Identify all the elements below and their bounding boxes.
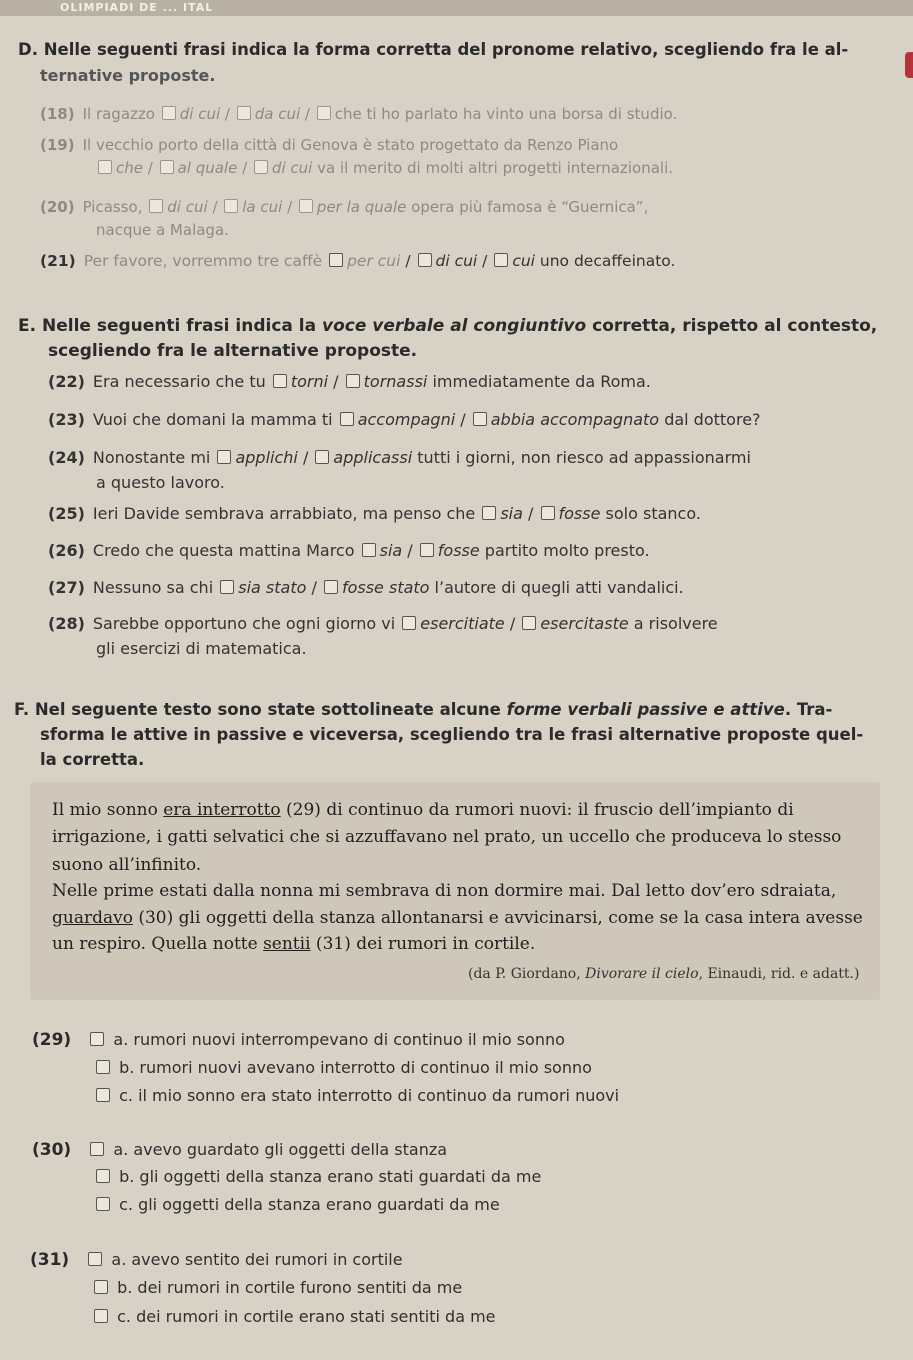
- checkbox-18-1[interactable]: [162, 106, 176, 120]
- question-number: (20): [40, 198, 75, 216]
- question-19-options: che / al quale / di cui va il merito di molti altri progetti internazionali.: [96, 159, 673, 177]
- option-29-b: b. rumori nuovi avevano interrotto di continuo il mio sonno: [94, 1058, 592, 1077]
- question-24-cont: a questo lavoro.: [96, 473, 225, 492]
- checkbox-21-1[interactable]: [329, 253, 343, 267]
- passage-line-1: Il mio sonno era interrotto (29) di continuo da rumori nuovi: il fruscio dell’impianto di: [52, 800, 794, 820]
- checkbox-31-c[interactable]: [94, 1309, 108, 1323]
- question-27: (27) Nessuno sa chi sia stato / fosse stato l’autore di quegli atti vandalici.: [48, 578, 684, 597]
- checkbox-30-c[interactable]: [96, 1197, 110, 1211]
- checkbox-22-2[interactable]: [346, 374, 360, 388]
- passage-line-6: un respiro. Quella notte sentii (31) dei rumori in cortile.: [52, 934, 536, 954]
- checkbox-24-2[interactable]: [315, 450, 329, 464]
- question-number: (27): [48, 578, 85, 597]
- section-e-instruction: E. Nelle seguenti frasi indica la voce verbale al congiuntivo corretta, rispetto al contesto,: [18, 316, 878, 336]
- section-f-instruction-end: la corretta.: [40, 750, 145, 769]
- question-22: (22) Era necessario che tu torni / tornassi immediatamente da Roma.: [48, 372, 651, 391]
- option-31-b: b. dei rumori in cortile furono sentiti da me: [92, 1278, 462, 1297]
- question-26: (26) Credo che questa mattina Marco sia / fosse partito molto presto.: [48, 541, 650, 560]
- question-number: (31): [30, 1250, 70, 1270]
- question-21: (21) Per favore, vorremmo tre caffè per cui / di cui / cui uno decaffeinato.: [40, 252, 676, 270]
- question-number: (29): [32, 1030, 72, 1050]
- option-30-c: c. gli oggetti della stanza erano guardati da me: [94, 1195, 500, 1214]
- question-number: (18): [40, 105, 75, 123]
- question-31: (31) a. avevo sentito dei rumori in cortile: [30, 1250, 403, 1270]
- checkbox-30-a[interactable]: [90, 1142, 104, 1156]
- checkbox-29-c[interactable]: [96, 1088, 110, 1102]
- checkbox-29-b[interactable]: [96, 1060, 110, 1074]
- checkbox-26-1[interactable]: [362, 543, 376, 557]
- question-20-cont: nacque a Malaga.: [96, 221, 229, 239]
- checkbox-28-2[interactable]: [522, 616, 536, 630]
- checkbox-27-2[interactable]: [324, 580, 338, 594]
- checkbox-19-2[interactable]: [160, 160, 174, 174]
- checkbox-27-1[interactable]: [220, 580, 234, 594]
- checkbox-30-b[interactable]: [96, 1169, 110, 1183]
- checkbox-25-1[interactable]: [482, 506, 496, 520]
- question-number: (23): [48, 410, 85, 429]
- question-number: (24): [48, 448, 85, 467]
- checkbox-31-b[interactable]: [94, 1280, 108, 1294]
- option-31-c: c. dei rumori in cortile erano stati sentiti da me: [92, 1307, 496, 1326]
- checkbox-19-1[interactable]: [98, 160, 112, 174]
- checkbox-29-a[interactable]: [90, 1032, 104, 1046]
- checkbox-24-1[interactable]: [217, 450, 231, 464]
- section-e-instruction-cont: scegliendo fra le alternative proposte.: [48, 341, 418, 361]
- question-19: (19) Il vecchio porto della città di Genova è stato progettato da Renzo Piano: [40, 136, 619, 154]
- section-d-instruction: D. Nelle seguenti frasi indica la forma corretta del pronome relativo, scegliendo fra le al-: [18, 40, 849, 59]
- page-header: OLIMPIADI DE ... ITAL: [0, 0, 913, 16]
- passage-line-3: suono all’infinito.: [52, 855, 202, 875]
- question-25: (25) Ieri Davide sembrava arrabbiato, ma penso che sia / fosse solo stanco.: [48, 504, 701, 523]
- checkbox-26-2[interactable]: [420, 543, 434, 557]
- checkbox-23-1[interactable]: [340, 412, 354, 426]
- section-f-instruction-cont: sforma le attive in passive e viceversa, scegliendo tra le frasi alternative proposte quel-: [40, 725, 864, 744]
- checkbox-25-2[interactable]: [541, 506, 555, 520]
- checkbox-31-a[interactable]: [88, 1252, 102, 1266]
- question-number: (30): [32, 1140, 72, 1160]
- option-29-c: c. il mio sonno era stato interrotto di continuo da rumori nuovi: [94, 1086, 619, 1105]
- question-23: (23) Vuoi che domani la mamma ti accompagni / abbia accompagnato dal dottore?: [48, 410, 761, 429]
- question-number: (21): [40, 252, 76, 270]
- checkbox-23-2[interactable]: [473, 412, 487, 426]
- passage-line-4: Nelle prime estati dalla nonna mi sembrava di non dormire mai. Dal letto dov’ero sdraiata,: [52, 881, 837, 901]
- question-28-cont: gli esercizi di matematica.: [96, 639, 307, 658]
- question-number: (26): [48, 541, 85, 560]
- section-d-instruction-cont: ternative proposte.: [40, 66, 216, 85]
- passage-source: (da P. Giordano, Divorare il cielo, Einaudi, rid. e adatt.): [468, 966, 860, 982]
- question-24: (24) Nonostante mi applichi / applicassi tutti i giorni, non riesco ad appassionarmi: [48, 448, 751, 467]
- question-28: (28) Sarebbe opportuno che ogni giorno vi esercitiate / esercitaste a risolvere: [48, 614, 718, 633]
- checkbox-19-3[interactable]: [254, 160, 268, 174]
- section-f-instruction: F. Nel seguente testo sono state sottolineate alcune forme verbali passive e attive. Tra-: [14, 700, 833, 719]
- question-number: (28): [48, 614, 85, 633]
- question-30: (30) a. avevo guardato gli oggetti della stanza: [32, 1140, 448, 1160]
- checkbox-20-3[interactable]: [299, 199, 313, 213]
- checkbox-18-3[interactable]: [317, 106, 331, 120]
- checkbox-18-2[interactable]: [237, 106, 251, 120]
- checkbox-28-1[interactable]: [402, 616, 416, 630]
- passage-line-2: irrigazione, i gatti selvatici che si azzuffavano nel prato, un uccello che produceva lo stesso: [52, 827, 842, 847]
- passage-line-5: guardavo (30) gli oggetti della stanza allontanarsi e avvicinarsi, come se la casa intera avesse: [52, 908, 863, 928]
- checkbox-21-2[interactable]: [418, 253, 432, 267]
- question-29: (29) a. rumori nuovi interrompevano di continuo il mio sonno: [32, 1030, 565, 1050]
- question-20: (20) Picasso, di cui / la cui / per la quale opera più famosa è “Guernica”,: [40, 198, 649, 216]
- page-tab-marker: [905, 52, 913, 78]
- checkbox-20-1[interactable]: [149, 199, 163, 213]
- checkbox-21-3[interactable]: [494, 253, 508, 267]
- checkbox-20-2[interactable]: [224, 199, 238, 213]
- option-30-b: b. gli oggetti della stanza erano stati guardati da me: [94, 1167, 541, 1186]
- question-number: (19): [40, 136, 75, 154]
- question-18: (18) Il ragazzo di cui / da cui / che ti ho parlato ha vinto una borsa di studio.: [40, 105, 678, 123]
- checkbox-22-1[interactable]: [273, 374, 287, 388]
- question-number: (25): [48, 504, 85, 523]
- question-number: (22): [48, 372, 85, 391]
